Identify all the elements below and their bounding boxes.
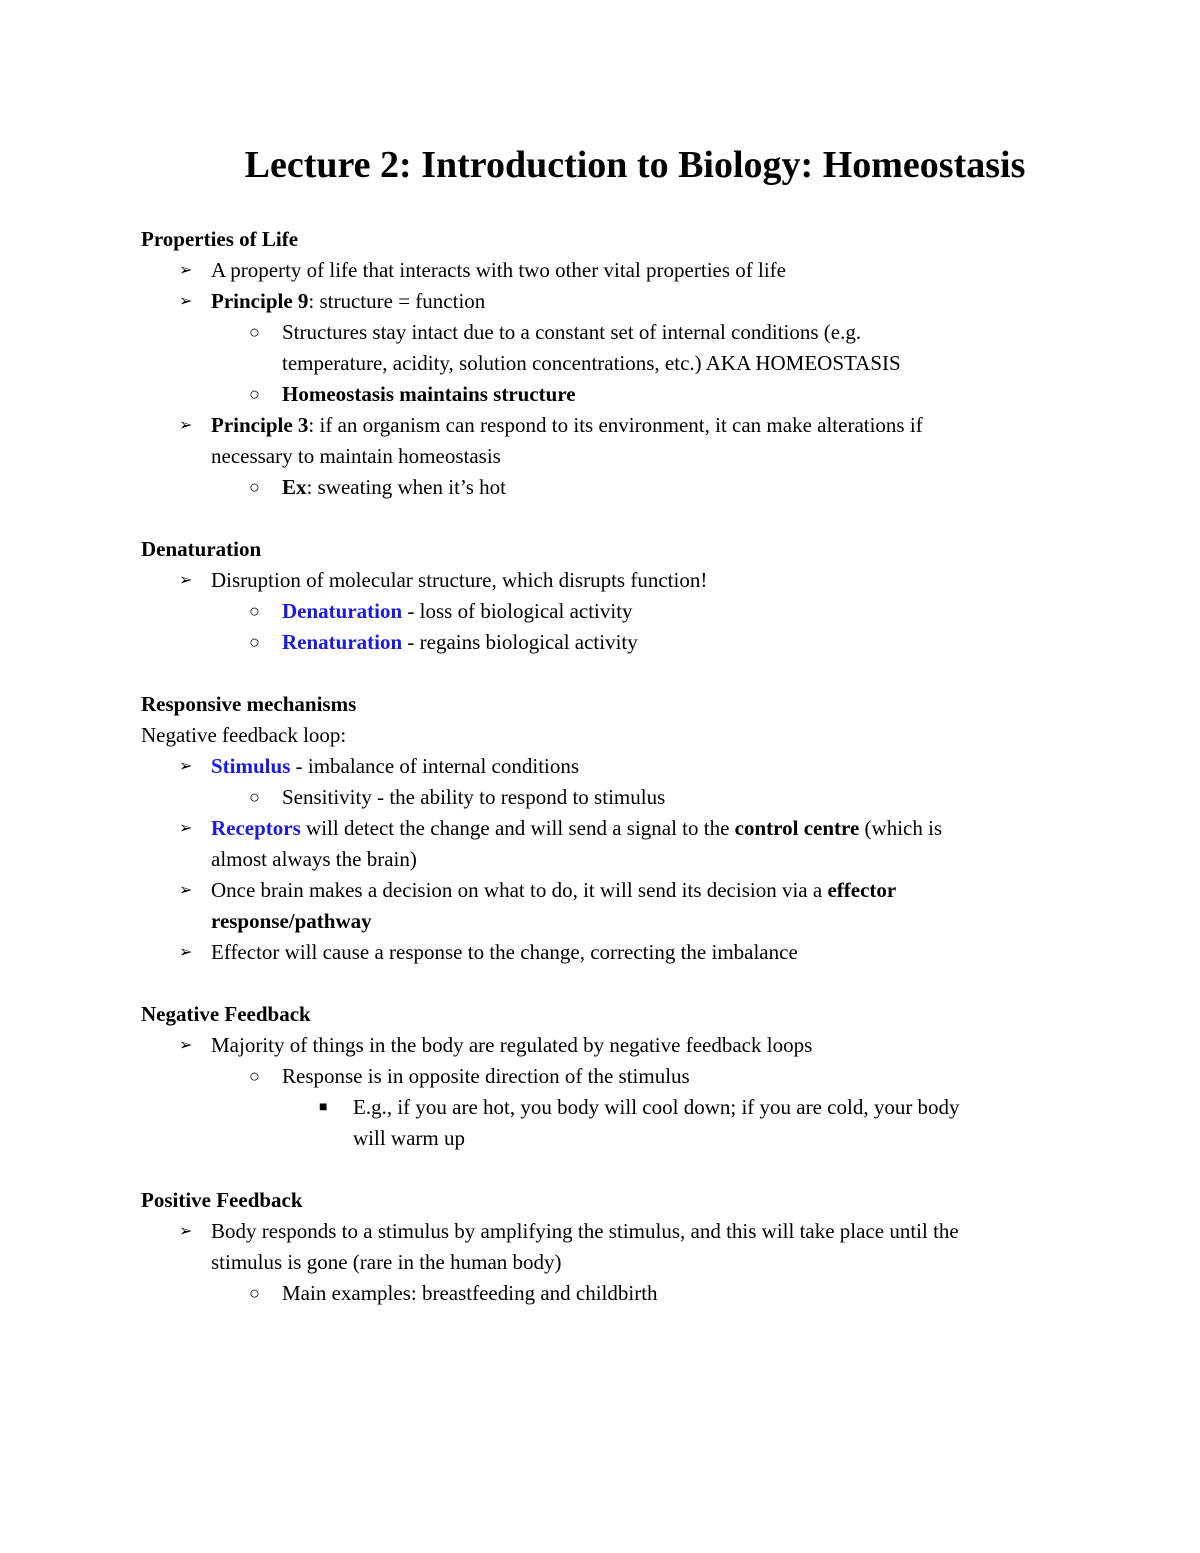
- sub-bullet-item: [141, 782, 1061, 813]
- arrow-bullet-icon: ➢: [179, 758, 193, 775]
- circle-bullet-icon: ○: [249, 1283, 260, 1303]
- bullet-text: E.g., if you are hot, you body will cool down; if you are cold, your body: [353, 1095, 960, 1119]
- arrow-bullet-icon: ➢: [179, 944, 193, 961]
- bullet-item: [141, 937, 1061, 968]
- bullet-text: (which is: [859, 816, 943, 840]
- bullet-item: [141, 410, 1061, 441]
- bullet-text: A property of life that interacts with two other vital properties of life: [211, 258, 786, 282]
- circle-bullet-icon: ○: [249, 322, 260, 342]
- bullet-item: [141, 813, 1061, 844]
- sub-bullet-item: [141, 1278, 1061, 1309]
- bullet-text: Effector will cause a response to the change, correcting the imbalance: [211, 940, 798, 964]
- arrow-bullet-icon: ➢: [179, 293, 193, 310]
- bullet-text: Response is in opposite direction of the stimulus: [282, 1064, 690, 1088]
- section-heading-positive-feedback: Positive Feedback: [141, 1188, 303, 1212]
- square-bullet-icon: ■: [319, 1100, 328, 1115]
- bullet-continuation: necessary to maintain homeostasis: [211, 444, 501, 468]
- arrow-bullet-icon: ➢: [179, 572, 193, 589]
- section-heading-responsive-mechanisms: Responsive mechanisms: [141, 692, 357, 716]
- document-title: Lecture 2: Introduction to Biology: Homeostasis: [244, 144, 1026, 186]
- bullet-text: Structures stay intact due to a constant set of internal conditions (e.g.: [282, 320, 862, 344]
- bullet-text: Disruption of molecular structure, which disrupts function!: [211, 568, 708, 592]
- circle-bullet-icon: ○: [249, 601, 260, 621]
- arrow-bullet-icon: ➢: [179, 417, 193, 434]
- arrow-bullet-icon: ➢: [179, 1037, 193, 1054]
- bullet-text: Majority of things in the body are regulated by negative feedback loops: [211, 1033, 813, 1057]
- sub-bullet-item: [141, 1061, 1061, 1092]
- bullet-item: [141, 565, 1061, 596]
- bullet-continuation: almost always the brain): [211, 847, 417, 871]
- sub-sub-bullet-item: [141, 1092, 1061, 1123]
- sub-bullet-item: [141, 627, 1061, 658]
- bullet-text: Sensitivity - the ability to respond to stimulus: [282, 785, 666, 809]
- bold-term: effector: [827, 878, 897, 902]
- section-heading-denaturation: Denaturation: [141, 537, 262, 561]
- bullet-text: - imbalance of internal conditions: [290, 754, 580, 778]
- blue-term: Denaturation: [282, 599, 403, 623]
- arrow-bullet-icon: ➢: [179, 1223, 193, 1240]
- bold-term: Principle 9: [211, 289, 309, 313]
- section-heading-properties-of-life: Properties of Life: [141, 227, 299, 251]
- circle-bullet-icon: ○: [249, 384, 260, 404]
- bullet-item: [141, 286, 1061, 317]
- circle-bullet-icon: ○: [249, 787, 260, 807]
- bullet-text: : sweating when it’s hot: [306, 475, 506, 499]
- bold-term: control centre: [734, 816, 860, 840]
- bullet-text: : structure = function: [308, 289, 486, 313]
- bullet-item: [141, 255, 1061, 286]
- bold-term: response/pathway: [211, 909, 372, 933]
- bullet-text: - regains biological activity: [402, 630, 638, 654]
- bold-term: Principle 3: [211, 413, 309, 437]
- sub-bullet-item: [141, 472, 1061, 503]
- bullet-continuation: temperature, acidity, solution concentrations, etc.) AKA HOMEOSTASIS: [282, 351, 901, 375]
- sub-bullet-item: [141, 317, 1061, 348]
- circle-bullet-icon: ○: [249, 632, 260, 652]
- arrow-bullet-icon: ➢: [179, 262, 193, 279]
- circle-bullet-icon: ○: [249, 1066, 260, 1086]
- sub-bullet-item: [141, 596, 1061, 627]
- section-heading-negative-feedback: Negative Feedback: [141, 1002, 311, 1026]
- bold-term: Ex: [282, 475, 307, 499]
- blue-term: Receptors: [211, 816, 301, 840]
- bullet-text: will detect the change and will send a signal to the: [300, 816, 735, 840]
- subheading: Negative feedback loop:: [141, 723, 347, 747]
- bullet-text: Once brain makes a decision on what to do, it will send its decision via a: [211, 878, 828, 902]
- arrow-bullet-icon: ➢: [179, 882, 193, 899]
- sub-bullet-item: [141, 379, 1061, 410]
- bullet-text: : if an organism can respond to its environment, it can make alterations if: [308, 413, 923, 437]
- blue-term: Stimulus: [211, 754, 291, 778]
- bullet-continuation: [141, 906, 1061, 937]
- bullet-item: [141, 875, 1061, 906]
- bullet-text: Body responds to a stimulus by amplifying the stimulus, and this will take place until the: [211, 1219, 959, 1243]
- circle-bullet-icon: ○: [249, 477, 260, 497]
- bullet-item: [141, 751, 1061, 782]
- arrow-bullet-icon: ➢: [179, 820, 193, 837]
- bullet-continuation: will warm up: [353, 1126, 465, 1150]
- bold-text: Homeostasis maintains structure: [282, 382, 576, 406]
- bullet-text: - loss of biological activity: [402, 599, 633, 623]
- bullet-continuation: stimulus is gone (rare in the human body): [211, 1250, 562, 1274]
- bullet-item: [141, 1030, 1061, 1061]
- document-body: [141, 224, 1061, 1309]
- bullet-text: Main examples: breastfeeding and childbirth: [282, 1281, 658, 1305]
- bullet-item: [141, 1216, 1061, 1247]
- blue-term: Renaturation: [282, 630, 403, 654]
